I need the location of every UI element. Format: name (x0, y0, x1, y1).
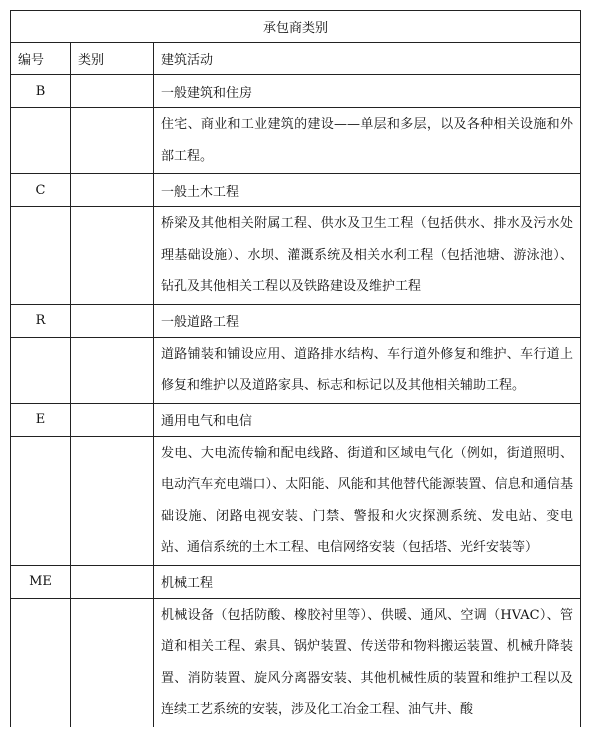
row-activity-description: 机械设备（包括防酸、橡胶衬里等）、供暖、通风、空调（HVAC）、管道和相关工程、索具、锅炉装置、传送带和物料搬运装置、机械升降装置、消防装置、旋风分离器安装、其他机械性质的装置和维护工程以及连续工艺系统的安装，涉及化工冶金工程、油气井、酸 (154, 598, 581, 727)
table-title: 承包商类别 (11, 11, 581, 43)
table-row (11, 174, 581, 207)
row-activity-description: 道路铺装和铺设应用、道路排水结构、车行道外修复和维护、车行道上修复和维护以及道路家具、标志和标记以及其他相关辅助工程。 (154, 337, 581, 403)
row-activity-name: 一般建筑和住房 (154, 75, 581, 108)
header-category: 类别 (71, 43, 154, 75)
table-row (11, 108, 581, 174)
row-category-empty (71, 598, 154, 727)
row-activity-description: 发电、大电流传输和配电线路、街道和区域电气化（例如，街道照明、电动汽车充电端口）、太阳能、风能和其他替代能源装置、信息和通信基础设施、闭路电视安装、门禁、警报和火灾探测系统、发电站、变电站、通信系统的土木工程、电信网络安装（包括塔、光纤安装等） (154, 436, 581, 565)
table-row (11, 403, 581, 436)
row-code: E (11, 403, 71, 436)
row-code: R (11, 304, 71, 337)
row-code-empty (11, 436, 71, 565)
table-row (11, 436, 581, 565)
row-activity-description: 住宅、商业和工业建筑的建设——单层和多层，以及各种相关设施和外部工程。 (154, 108, 581, 174)
header-activity: 建筑活动 (154, 43, 581, 75)
row-code-empty (11, 207, 71, 305)
row-category-empty (71, 436, 154, 565)
row-activity-name: 机械工程 (154, 565, 581, 598)
row-code: ME (11, 565, 71, 598)
row-code: C (11, 174, 71, 207)
row-category (71, 304, 154, 337)
row-category (71, 565, 154, 598)
row-category (71, 403, 154, 436)
table-row (11, 207, 581, 305)
table-row (11, 565, 581, 598)
table-row (11, 75, 581, 108)
row-code-empty (11, 108, 71, 174)
row-category (71, 75, 154, 108)
row-category (71, 174, 154, 207)
row-code: B (11, 75, 71, 108)
row-code-empty (11, 337, 71, 403)
row-category-empty (71, 207, 154, 305)
row-activity-name: 通用电气和电信 (154, 403, 581, 436)
contractor-category-table (10, 10, 581, 727)
row-activity-description: 桥梁及其他相关附属工程、供水及卫生工程（包括供水、排水及污水处理基础设施）、水坝、灌溉系统及相关水利工程（包括池塘、游泳池）、钻孔及其他相关工程以及铁路建设及维护工程 (154, 207, 581, 305)
header-code: 编号 (11, 43, 71, 75)
table-row (11, 337, 581, 403)
row-activity-name: 一般道路工程 (154, 304, 581, 337)
row-code-empty (11, 598, 71, 727)
table-row (11, 598, 581, 727)
row-category-empty (71, 108, 154, 174)
row-activity-name: 一般土木工程 (154, 174, 581, 207)
table-row (11, 304, 581, 337)
row-category-empty (71, 337, 154, 403)
